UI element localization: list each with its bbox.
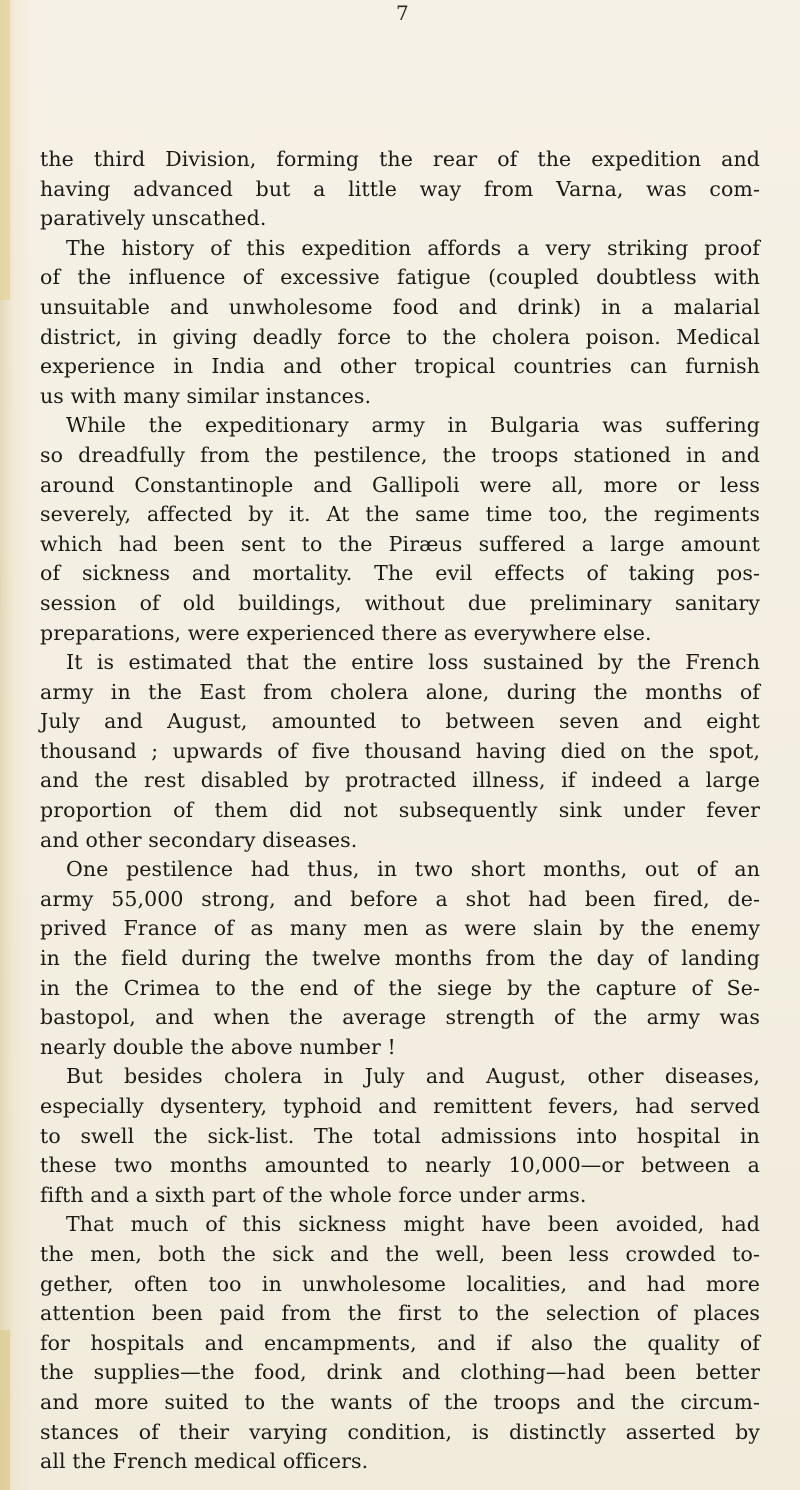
text-line: bastopol, and when the average strength of the army was: [40, 1005, 760, 1030]
text-line: attention been paid from the first to the selection of places: [40, 1301, 760, 1326]
text-line: July and August, amounted to between seven and eight: [40, 709, 760, 734]
text-line: and more suited to the wants of the troops and the circum-: [40, 1389, 760, 1414]
text-line: preparations, were experienced there as everywhere else.: [40, 620, 652, 645]
text-line: all the French medical officers.: [40, 1449, 369, 1474]
text-line: of the influence of excessive fatigue (coupled doubtless with: [40, 265, 760, 290]
paragraph: [40, 855, 760, 1062]
paragraph: [40, 648, 760, 855]
text-line: and the rest disabled by protracted illness, if indeed a large: [40, 768, 760, 793]
text-line: these two months amounted to nearly 10,000—or between a: [40, 1153, 760, 1178]
page-edge-stain-bottom: [0, 1330, 10, 1490]
paragraph: [40, 145, 760, 234]
paragraph: [40, 234, 760, 412]
text-line: experience in India and other tropical countries can furnish: [40, 354, 760, 379]
text-line: of sickness and mortality. The evil effects of taking pos-: [40, 561, 760, 586]
text-line: nearly double the above number !: [40, 1034, 396, 1059]
paragraph: [40, 1210, 760, 1476]
text-line: the men, both the sick and the well, been less crowded to-: [40, 1241, 760, 1266]
text-line: proportion of them did not subsequently sink under fever: [40, 798, 760, 823]
text-line: and other secondary diseases.: [40, 827, 358, 852]
text-line: in the field during the twelve months from the day of landing: [40, 946, 760, 971]
text-line: the third Division, forming the rear of the expedition and: [40, 147, 760, 171]
text-line: in the Crimea to the end of the siege by the capture of Se-: [40, 975, 760, 1000]
text-line: While the expeditionary army in Bulgaria was suffering: [66, 413, 760, 438]
paragraph: [40, 411, 760, 648]
text-line: fifth and a sixth part of the whole force under arms.: [40, 1182, 587, 1207]
text-line: thousand ; upwards of five thousand having died on the spot,: [40, 738, 760, 763]
text-line: One pestilence had thus, in two short months, out of an: [66, 857, 760, 882]
text-line: so dreadfully from the pestilence, the troops stationed in and: [40, 442, 760, 467]
page-number: 7: [396, 1, 409, 25]
text-line: prived France of as many men as were slain by the enemy: [40, 916, 760, 941]
text-line: It is estimated that the entire loss sustained by the French: [66, 650, 760, 675]
text-line: severely, affected by it. At the same time too, the regiments: [40, 502, 760, 527]
text-line: army in the East from cholera alone, during the months of: [40, 679, 760, 704]
text-line: having advanced but a little way from Varna, was com-: [40, 176, 760, 201]
text-line: But besides cholera in July and August, other diseases,: [66, 1064, 760, 1089]
text-line: army 55,000 strong, and before a shot had been fired, de-: [40, 886, 760, 911]
text-line: That much of this sickness might have been avoided, had: [66, 1212, 760, 1237]
text-line: around Constantinople and Gallipoli were all, more or less: [40, 472, 760, 497]
paragraph: [40, 1062, 760, 1210]
text-line: The history of this expedition affords a very striking proof: [66, 235, 760, 260]
text-line: for hospitals and encampments, and if also the quality of: [40, 1330, 760, 1355]
text-line: unsuitable and unwholesome food and drink) in a malarial: [40, 294, 760, 319]
text-line: to swell the sick-list. The total admissions into hospital in: [40, 1123, 760, 1148]
page-edge-stain-top: [0, 0, 10, 300]
text-line: gether, often too in unwholesome localities, and had more: [40, 1271, 760, 1296]
text-line: session of old buildings, without due preliminary sanitary: [40, 590, 760, 615]
text-line: paratively unscathed.: [40, 206, 267, 231]
text-line: district, in giving deadly force to the cholera poison. Medical: [40, 324, 760, 349]
text-line: which had been sent to the Piræus suffered a large amount: [40, 531, 760, 556]
text-line: especially dysentery, typhoid and remittent fevers, had served: [40, 1094, 760, 1118]
text-line: stances of their varying condition, is distinctly asserted by: [40, 1419, 760, 1444]
text-line: us with many similar instances.: [40, 383, 372, 408]
body-text: [40, 145, 760, 1477]
text-line: the supplies—the food, drink and clothing—had been better: [40, 1360, 760, 1385]
